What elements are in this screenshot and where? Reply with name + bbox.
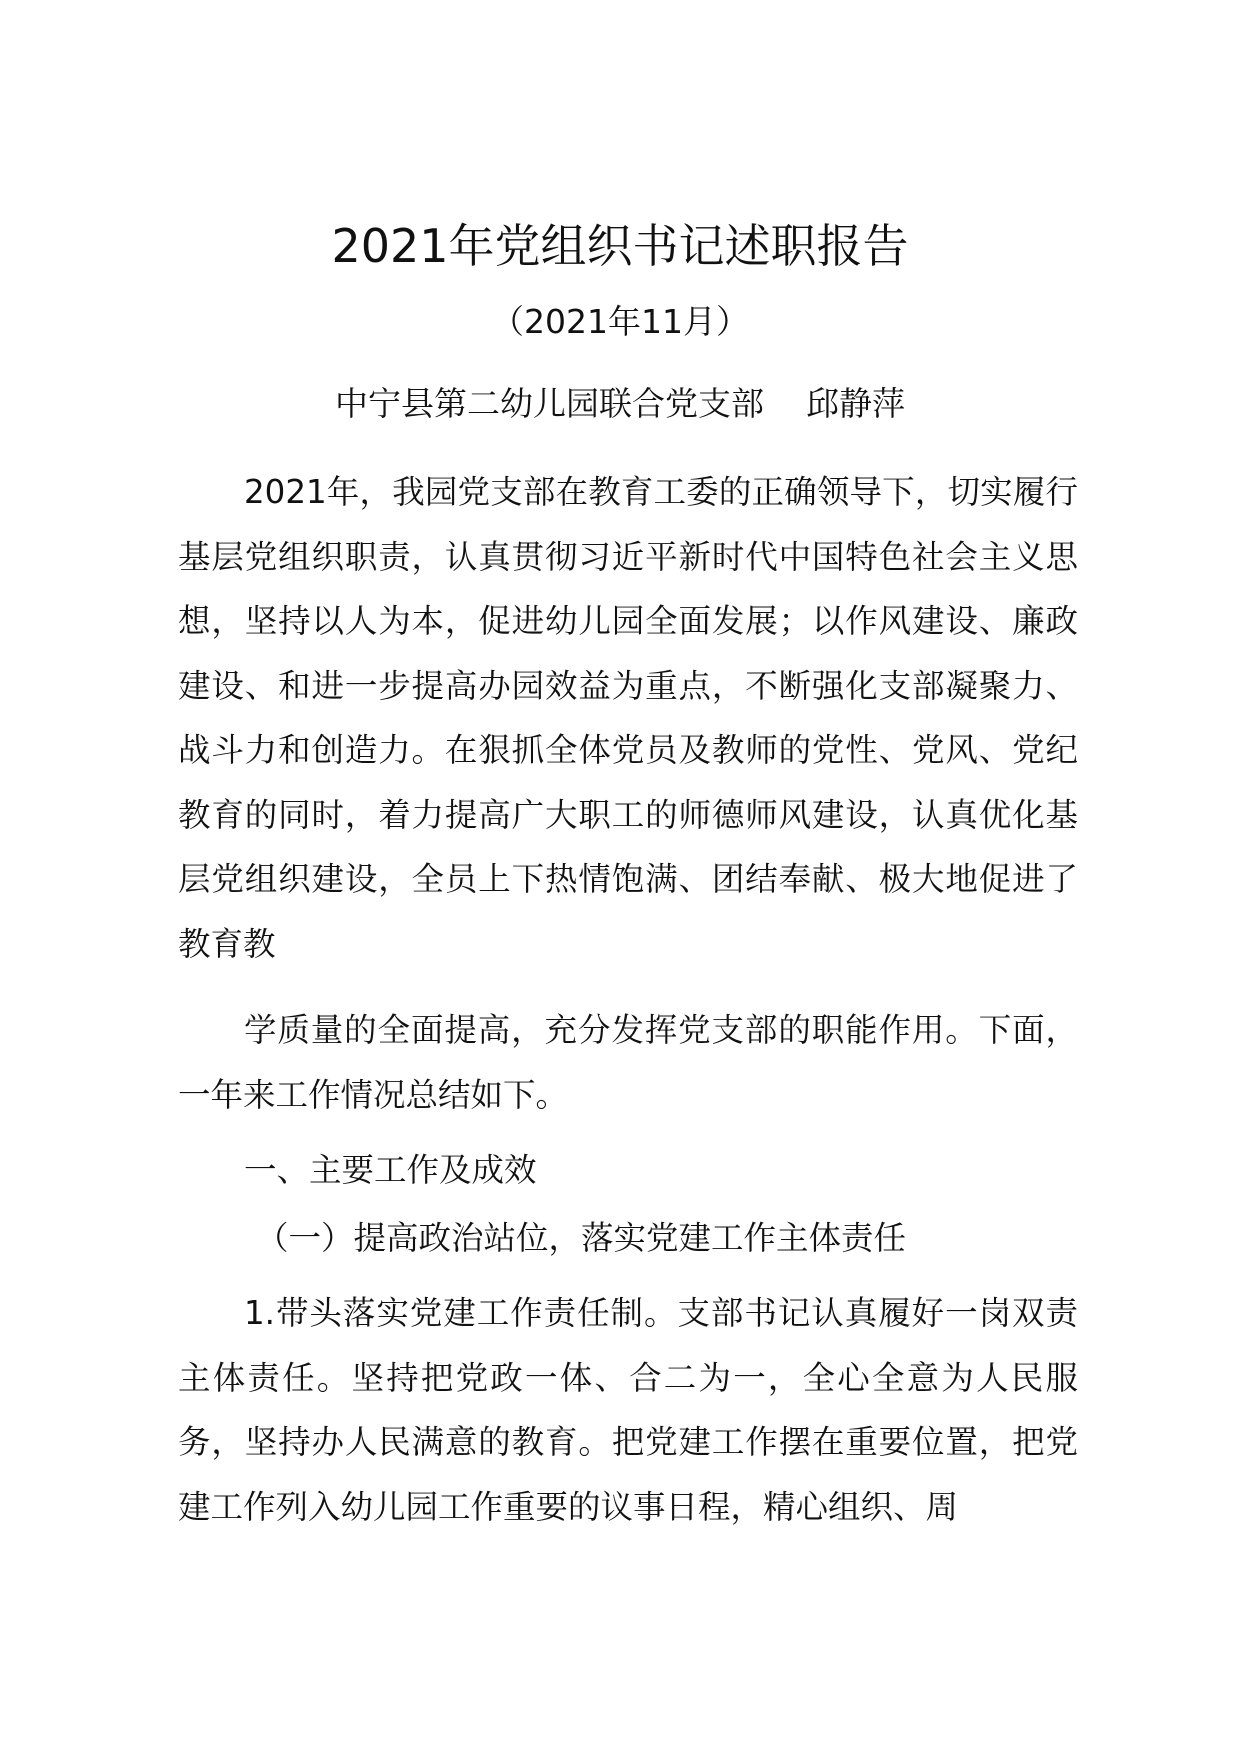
author-line: 中宁县第二幼儿园联合党支部 邱静萍 xyxy=(335,384,905,423)
report-date: （2021年11月） xyxy=(491,302,749,341)
paragraph-responsibility: 1.带头落实党建工作责任制。支部书记认真履好一岗双责主体责任。坚持把党政一体、合二为一，全心全意为人民服务，坚持办人民满意的教育。把党建工作摆在重要位置，把党建工作列入幼儿园工作重要的议事日程，精心组织、周 xyxy=(178,1294,1078,1526)
section-heading: 一、主要工作及成效 xyxy=(244,1151,537,1189)
paragraph-summary: 学质量的全面提高，充分发挥党支部的职能作用。下面，一年来工作情况总结如下。 xyxy=(178,1011,1078,1114)
document-title: 2021年党组织书记述职报告 xyxy=(331,219,909,273)
paragraph-intro: 2021年，我园党支部在教育工委的正确领导下，切实履行基层党组织职责，认真贯彻习近平新时代中国特色社会主义思想，坚持以人为本，促进幼儿园全面发展；以作风建设、廉政建设、和进一步提高办园效益为重点，不断强化支部凝聚力、战斗力和创造力。在狠抓全体党员及教师的党性、党风、党纪教育的同时，着力提高广大职工的师德师风建设，认真优化基层党组织建设，全员上下热情饱满、团结奉献、极大地促进了教育教 xyxy=(178,473,1078,963)
subsection-heading: （一）提高政治站位，落实党建工作主体责任 xyxy=(256,1219,907,1257)
